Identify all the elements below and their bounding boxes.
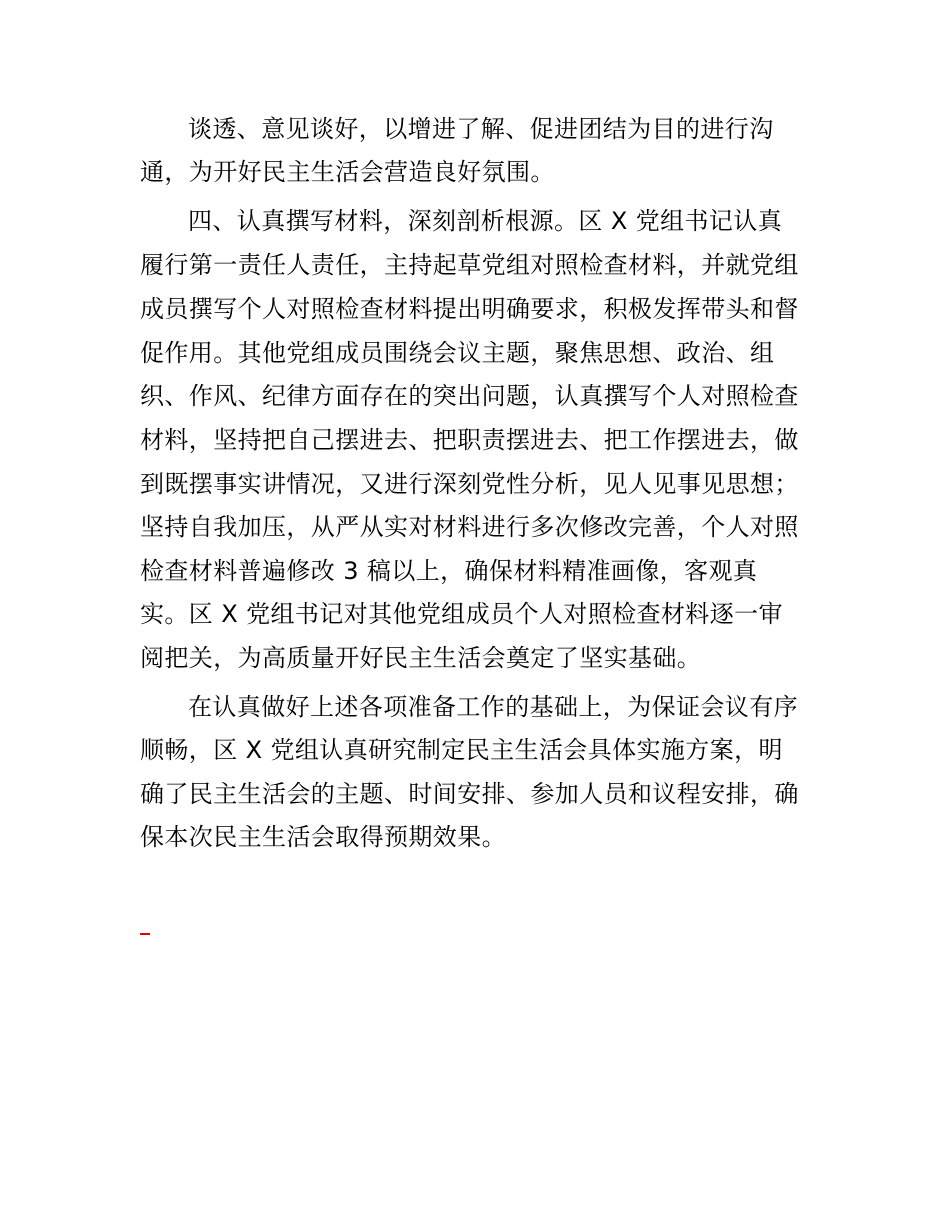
- paragraph-line: 到既摆事实讲情况，又进行深刻党性分析，见人见事见思想；: [140, 470, 799, 498]
- paragraph-line: 织、作风、纪律方面存在的突出问题，认真撰写个人对照检查: [140, 382, 799, 410]
- paragraph-line: 通，为开好民主生活会营造良好氛围。: [140, 158, 555, 186]
- paragraph-line: 确了民主生活会的主题、时间安排、参加人员和议程安排，确: [140, 780, 799, 808]
- paragraph-line: 谈透、意见谈好，以增进了解、促进团结为目的进行沟: [188, 115, 774, 143]
- paragraph-line: 材料，坚持把自己摆进去、把职责摆进去、把工作摆进去，做: [140, 426, 799, 454]
- paragraph-line: 四、认真撰写材料，深刻剖析根源。区 X 党组书记认真: [188, 207, 783, 235]
- paragraph-line: 检查材料普遍修改 3 稿以上，确保材料精准画像，客观真: [140, 557, 758, 585]
- paragraph-line: 顺畅，区 X 党组认真研究制定民主生活会具体实施方案，明: [140, 736, 783, 764]
- paragraph-line: 履行第一责任人责任，主持起草党组对照检查材料，并就党组: [140, 251, 799, 279]
- paragraph-line: 在认真做好上述各项准备工作的基础上，为保证会议有序: [188, 693, 798, 721]
- paragraph-line: 坚持自我加压，从严从实对材料进行多次修改完善，个人对照: [140, 513, 799, 541]
- paragraph-line: 实。区 X 党组书记对其他党组成员个人对照检查材料逐一审: [140, 600, 783, 628]
- red-dash-mark: [140, 933, 150, 935]
- paragraph-line: 促作用。其他党组成员围绕会议主题，聚焦思想、政治、组: [140, 339, 775, 367]
- paragraph-line: 保本次民主生活会取得预期效果。: [140, 823, 506, 851]
- paragraph-line: 阅把关，为高质量开好民主生活会奠定了坚实基础。: [140, 644, 702, 672]
- paragraph-line: 成员撰写个人对照检查材料提出明确要求，积极发挥带头和督: [140, 295, 799, 323]
